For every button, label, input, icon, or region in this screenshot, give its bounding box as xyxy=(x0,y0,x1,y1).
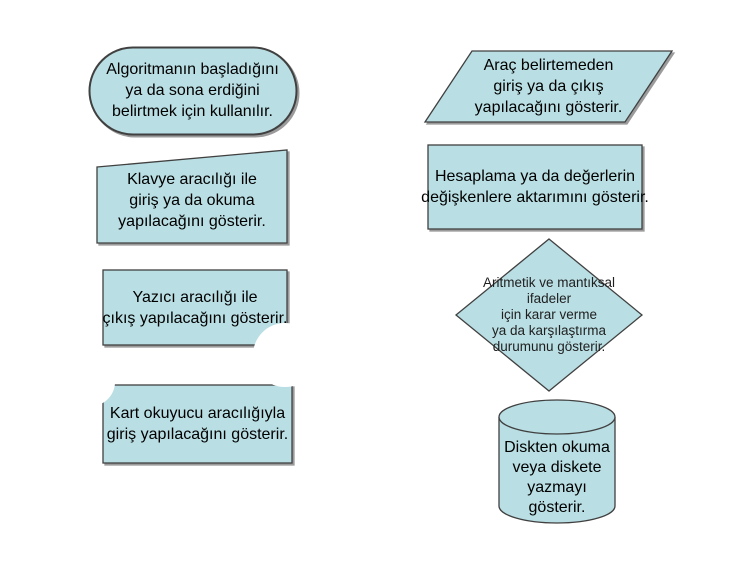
label-line: ya da karşılaştırma xyxy=(491,323,607,338)
punched-card-label xyxy=(103,385,292,463)
label-line: için karar verme xyxy=(500,307,598,322)
label-line: belirtmek için kullanılır. xyxy=(112,103,273,120)
label-line: Algoritmanın başladığını xyxy=(106,61,279,78)
label-line: ifadeler xyxy=(526,291,572,306)
label-line: yapılacağını gösterir. xyxy=(474,99,623,116)
label-line: ya da sona erdiğini xyxy=(125,82,260,99)
parallelogram-io-label xyxy=(442,51,655,122)
label-line: yazmayı xyxy=(527,479,587,496)
label-line: Kart okuyucu aracılığıyla xyxy=(109,405,286,422)
process-label xyxy=(421,145,649,229)
label-line: Araç belirtemeden xyxy=(483,57,614,74)
label-line: Diskten okuma xyxy=(504,439,610,456)
punched-card-corner-bite xyxy=(67,358,115,406)
magnetic-disk-label xyxy=(499,432,615,524)
label-line: gösterir. xyxy=(528,499,586,516)
label-line: çıkış yapılacağını gösterir. xyxy=(102,309,288,327)
label-line: Aritmetik ve mantıksal xyxy=(482,275,616,290)
label-line: Hesaplama ya da değerlerin xyxy=(434,168,636,185)
magnetic-disk-top xyxy=(499,400,615,434)
label-line: durumunu gösterir. xyxy=(492,339,606,354)
decision-label xyxy=(449,266,649,364)
label-line: giriş ya da okuma xyxy=(129,192,255,209)
label-line: Yazıcı aracılığı ile xyxy=(132,288,258,306)
label-line: Klavye aracılığı ile xyxy=(127,171,257,188)
label-line: giriş ya da çıkış xyxy=(493,78,604,95)
terminator-label xyxy=(89,47,296,134)
printer-output-corner-bite xyxy=(253,323,317,387)
label-line: yapılacağını gösterir. xyxy=(118,213,266,230)
label-line: değişkenlere aktarımını gösterir. xyxy=(421,189,649,206)
label-line: veya diskete xyxy=(512,459,602,476)
label-line: giriş yapılacağını gösterir. xyxy=(106,426,289,443)
manual-input-label xyxy=(97,158,287,243)
